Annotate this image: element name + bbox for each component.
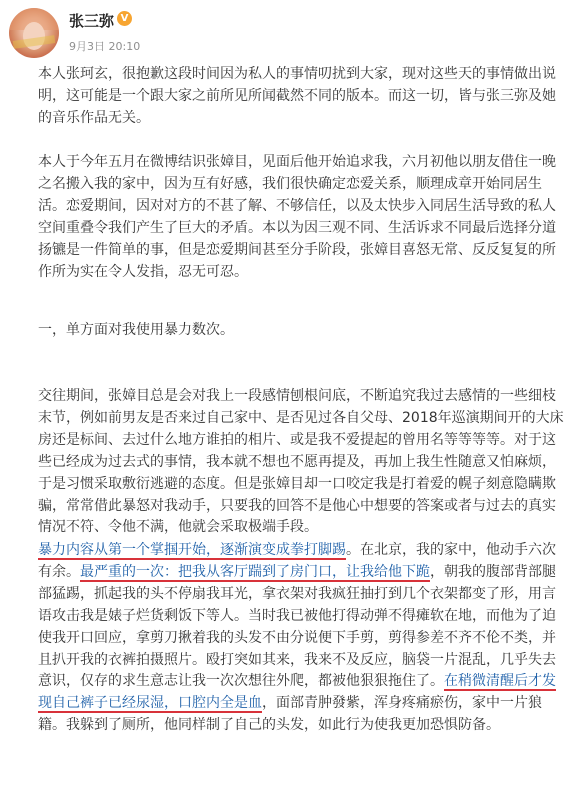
user-avatar[interactable] xyxy=(9,8,59,58)
highlighted-phrase-escalation: 暴力内容从第一个掌掴开始，逐渐演变成拳打脚踢 xyxy=(38,542,346,558)
highlighted-phrase-aftermath: 在稍微清醒后才发现自己裤子已经尿湿，口腔内全是血 xyxy=(38,673,556,712)
paragraph-text-segment: 。在北京，我的家中，他动手六次有余。 xyxy=(38,542,556,580)
post-paragraph-history: 交往期间，张嫜目总是会对我上一段感情刨根问底，不断追究我过去感情的一些细枝末节，例如前男友是否来过自己家中、是否见过各自父母、2018年巡演期间开的大床房还是标间、去过什么地方谁拍的相片、或是我不爱提起的曾用名等等等等。对于这些已经成为过去式的事情，我本就不想也不愿再提及，再加上我生性随意又怕麻烦，于是习惯采取敷衍逃避的态度。但是张嫜目却一口咬定我是打着爱的幌子刻意隐瞒欺骗，常常借此暴怒对我动手，只要我的回答不是他心中想要的答案或者与过去的真实情况不符、令他不满，他就会采取极端手段。 xyxy=(38,388,564,536)
post-paragraph-intro: 本人张珂玄，很抱歉这段时间因为私人的事情叨扰到大家，现对这些天的事情做出说明，这可能是一个跟大家之前所见所闻截然不同的版本。而这一切，皆与张三弥及她的音乐作品无关。 xyxy=(38,66,556,126)
highlighted-phrase-worst-incident: 最严重的一次：把我从客厅踹到了房门口，让我给他下跪 xyxy=(80,563,430,580)
post-timestamp[interactable]: 9月3日 20:10 xyxy=(69,40,141,53)
post-section-heading: 一，单方面对我使用暴力数次。 xyxy=(38,322,234,338)
post-header xyxy=(0,0,586,64)
verified-v-badge-icon: V xyxy=(117,11,132,26)
paragraph-text-segment: ，朝我的腹部背部腿部猛踢，抓起我的头不停扇我耳光，拿衣架对我疯狂抽打到几个衣架都变了形，用言语攻击我是婊子烂货剩饭下等人。当时我已被他打得动弹不得瘫软在地，而他为了迫使我开口回应，拿剪刀揪着我的头发不由分说便下手剪，剪得参差不齐不伦不类，并且扒开我的衣裤拍摄照片。殴打突如其来，我来不及反应，脑袋一片混乱，几乎失去意识，仅存的求生意志让我一次次想往外爬，都被他狠狠拖住了。 xyxy=(38,563,556,690)
post-paragraph-violence xyxy=(38,540,566,737)
post-paragraph-background: 本人于今年五月在微博结识张嫜目，见面后他开始追求我，六月初他以朋友借住一晚之名搬入我的家中，因为互有好感，我们很快确定恋爱关系，顺理成章开始同居生活。恋爱期间，因对对方的不甚了解、不够信任，以及太快步入同居生活导致的私人空间重叠令我们产生了巨大的矛盾。本以为因三观不同、生活诉求不同最后选择分道扬镳是一件简单的事，但是恋爱期间甚至分手阶段，张嫜目喜怒无常、反反复复的所作所为实在令人发指，忍无可忍。 xyxy=(38,154,556,280)
username[interactable]: 张三弥 xyxy=(69,12,115,30)
paragraph-text-segment: ，面部青肿發紫，浑身疼痛瘀伤，家中一片狼籍。我躲到了厕所，他同样制了自己的头发，如此行为使我更加恐惧防备。 xyxy=(38,695,542,734)
